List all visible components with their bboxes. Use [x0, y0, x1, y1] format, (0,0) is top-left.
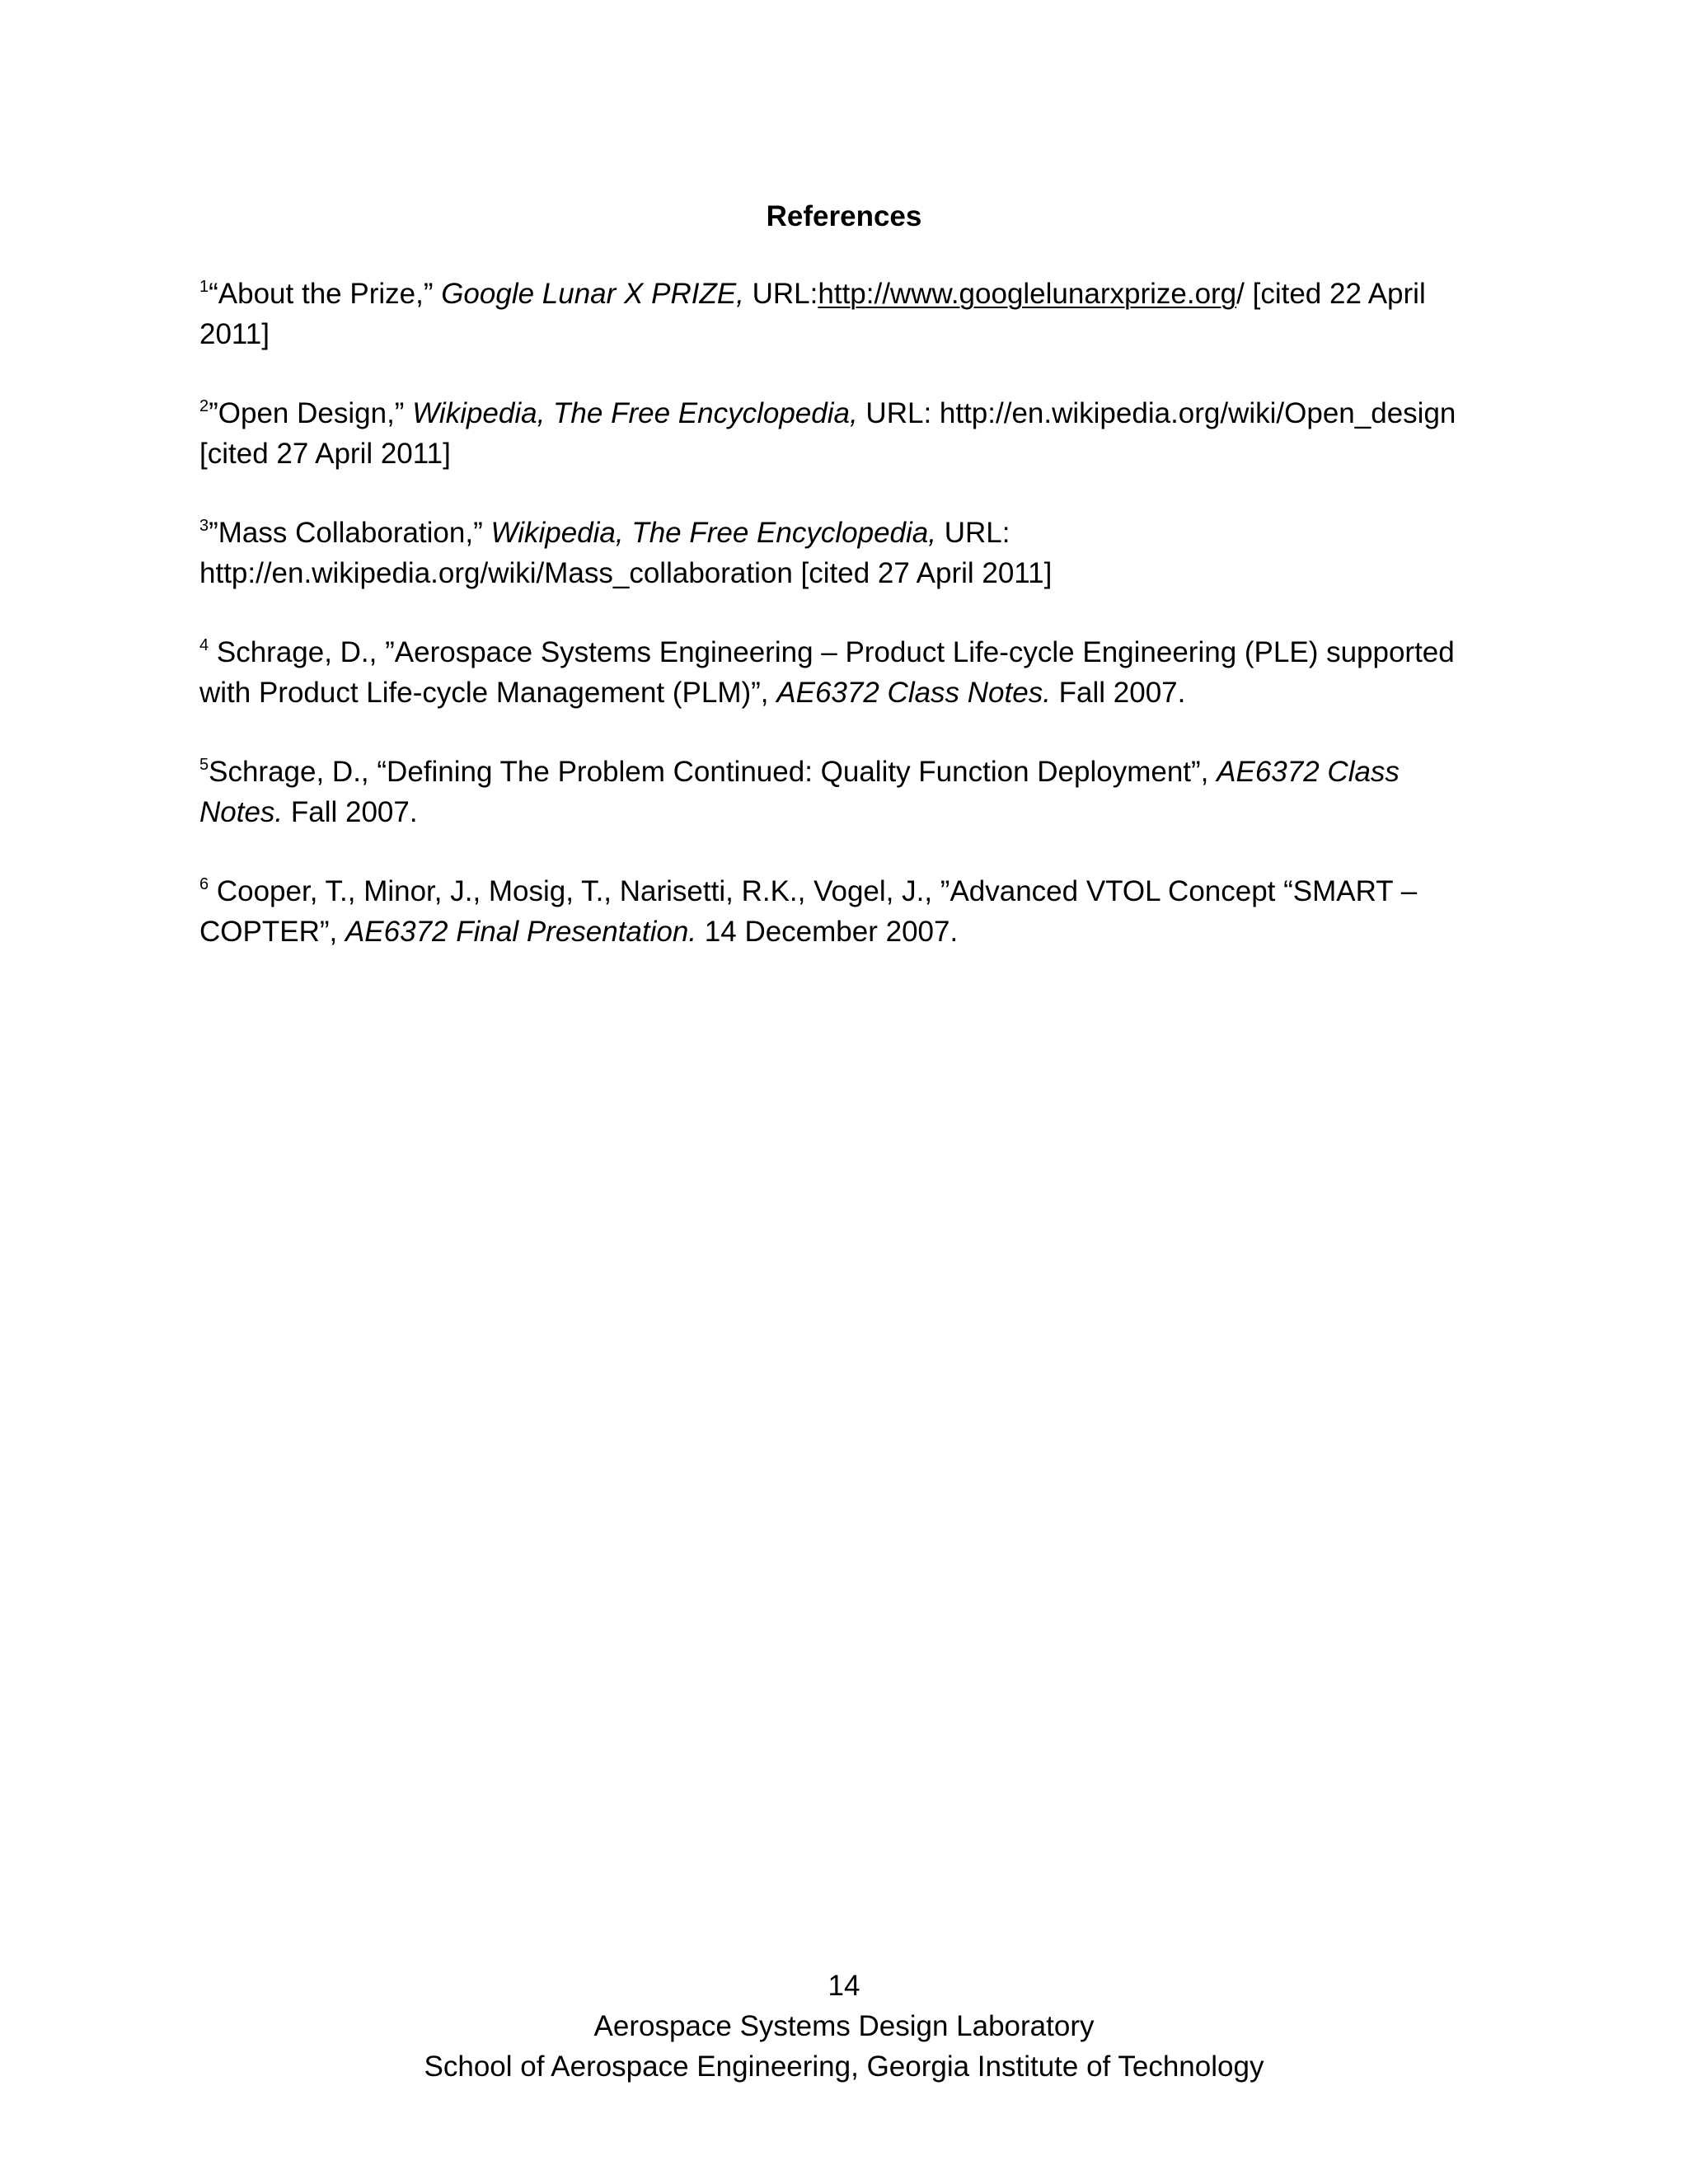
reference-text: URL: http://en.wikipedia.org/wiki/Open_design [cited 27 April 2011] — [199, 397, 1456, 470]
reference-item-2 — [199, 393, 1469, 474]
reference-item-6 — [199, 871, 1469, 952]
reference-source: AE6372 Final Presentation. — [345, 916, 697, 948]
reference-number: 6 — [199, 875, 209, 893]
reference-text: Cooper, T., Minor, J., Mosig, T., Narisetti, R.K., Vogel, J., ”Advanced VTOL Concept “SMART – COPTER”, — [199, 875, 1418, 948]
reference-link[interactable]: http://www.googlelunarxprize.org — [818, 278, 1237, 310]
reference-number: 1 — [199, 278, 209, 296]
reference-source: AE6372 Class Notes. — [199, 756, 1400, 828]
reference-item-4 — [199, 632, 1469, 713]
reference-text: Fall 2007. — [283, 796, 418, 828]
references-heading: References — [766, 200, 922, 232]
reference-number: 5 — [199, 756, 209, 774]
page-footer — [0, 1966, 1688, 2087]
reference-text: “About the Prize,” — [209, 278, 442, 310]
reference-source: AE6372 Class Notes. — [776, 677, 1051, 709]
reference-text: Fall 2007. — [1050, 677, 1186, 709]
reference-text: ”Open Design,” — [209, 397, 413, 429]
reference-text: URL: http://en.wikipedia.org/wiki/Mass_collaboration [cited 27 April 2011] — [199, 517, 1053, 589]
reference-source: Wikipedia, The Free Encyclopedia, — [412, 397, 858, 429]
reference-list — [199, 274, 1469, 991]
reference-text: ”Mass Collaboration,” — [209, 517, 491, 549]
reference-number: 2 — [199, 397, 209, 415]
reference-source: Wikipedia, The Free Encyclopedia, — [490, 517, 936, 549]
reference-number: 3 — [199, 517, 209, 535]
reference-text: Schrage, D., ”Aerospace Systems Engineering – Product Life-cycle Engineering (PLE) supported with Product Life-cycle Management (PLM)”, — [199, 636, 1455, 709]
reference-item-1 — [199, 274, 1469, 354]
reference-item-3 — [199, 513, 1469, 593]
reference-number: 4 — [199, 636, 209, 654]
page-number: 14 — [828, 1970, 860, 2002]
reference-source: Google Lunar X PRIZE, — [441, 278, 744, 310]
reference-text: URL: — [743, 278, 818, 310]
reference-item-5 — [199, 752, 1469, 832]
reference-text: / [cited 22 April 2011] — [199, 278, 1426, 350]
reference-text: 14 December 2007. — [696, 916, 959, 948]
reference-text: Schrage, D., “Defining The Problem Continued: Quality Function Deployment”, — [209, 756, 1217, 788]
footer-school-name: School of Aerospace Engineering, Georgia Institute of Technology — [424, 2050, 1264, 2083]
footer-lab-name: Aerospace Systems Design Laboratory — [593, 2010, 1095, 2042]
